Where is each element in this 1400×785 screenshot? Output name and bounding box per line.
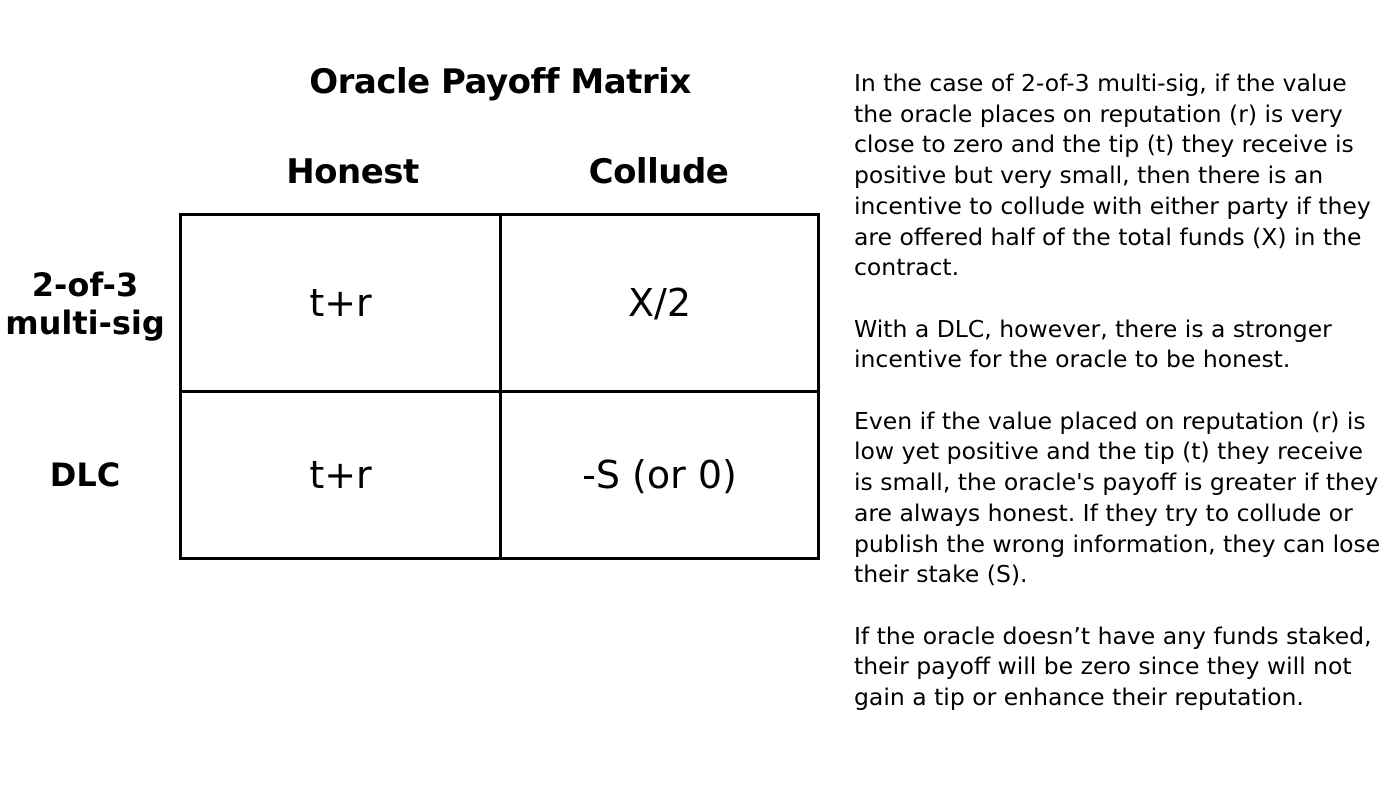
row-header-multisig-line1: 2-of-3 (31, 266, 139, 304)
cell-dlc-honest: t+r (309, 453, 372, 497)
row-header-multisig (0, 218, 170, 390)
payoff-matrix-grid (179, 213, 820, 560)
column-header-honest: Honest (286, 152, 419, 192)
cell-dlc-collude: -S (or 0) (582, 453, 737, 497)
matrix-title: Oracle Payoff Matrix (309, 62, 691, 102)
row-header-dlc (0, 390, 170, 560)
explanation-paragraph-2: With a DLC, however, there is a stronger incentive for the oracle to be honest. (854, 314, 1332, 374)
explanation-paragraph-1: In the case of 2-of-3 multi-sig, if the value the oracle places on reputation (r) is very close to zero and the tip (t) they receive is positive but very small, then there is an incentive to collude with either party if they are offered half of the total funds (X) in the contract. (854, 69, 1371, 282)
cell-multisig-collude: X/2 (627, 281, 691, 325)
column-header-collude: Collude (588, 152, 729, 192)
row-header-multisig-line2: multi-sig (5, 304, 165, 342)
explanation-paragraph-4: If the oracle doesn’t have any funds staked, their payoff will be zero since they will not gain a tip or enhance their reputation. (854, 621, 1372, 712)
explanation-paragraph-3: Even if the value placed on reputation (r) is low yet positive and the tip (t) they receive is small, the oracle's payoff is greater if they are always honest. If they try to collude or publish the wrong information, they can lose their stake (S). (854, 406, 1381, 589)
cell-multisig-honest: t+r (309, 281, 372, 325)
row-header-dlc-label: DLC (49, 456, 121, 494)
explanation-text (854, 68, 1384, 743)
